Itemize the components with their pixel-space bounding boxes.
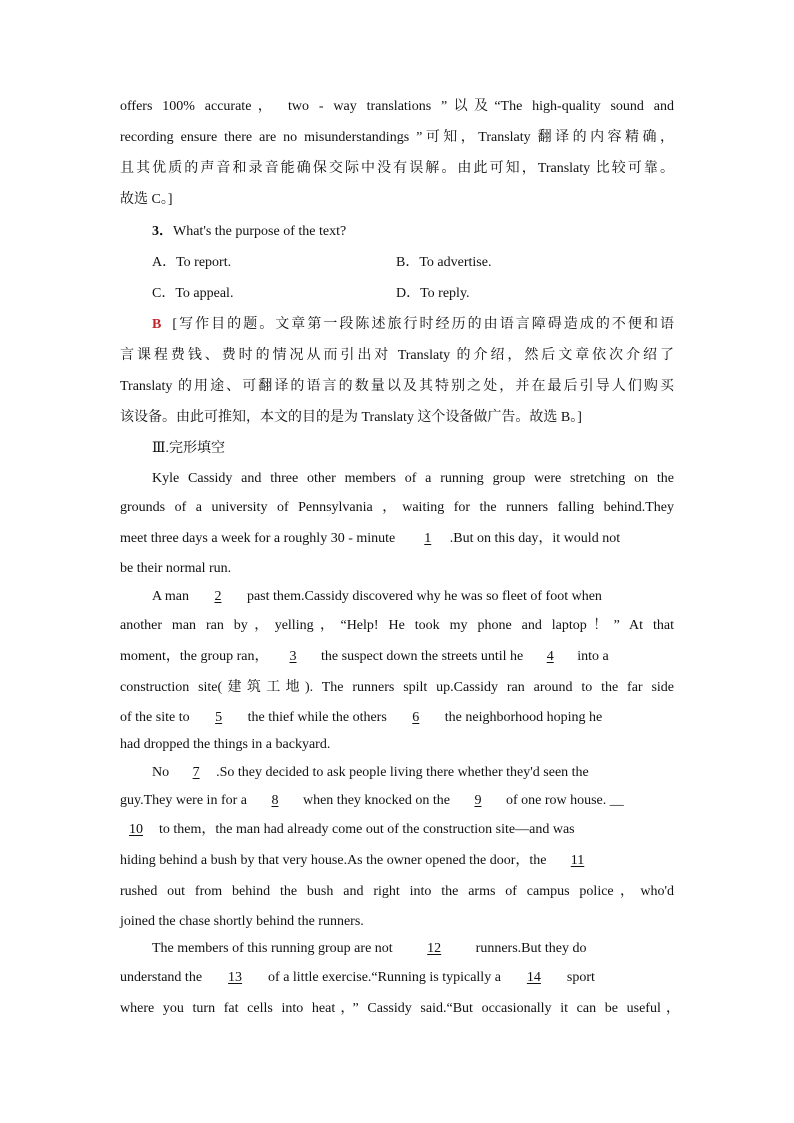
passage-line: where you turn fat cells into heat，” Cassidy said.“But occasionally it can be useful， (120, 1001, 680, 1016)
blank-2: 2 (214, 589, 222, 604)
passage-line (152, 764, 589, 782)
question-number: 3． (152, 224, 173, 239)
blank-13: 13 (228, 970, 243, 985)
prev-explanation-line: offers 100% accurate， two - way translations ”以及“The high-quality sound and (120, 99, 674, 114)
passage-text: The members of this running group are not (152, 941, 393, 956)
prev-explanation-line: 且其优质的声音和录音能确保交际中没有误解。由此可知，Translaty 比较可靠。 (120, 161, 674, 176)
passage-text: understand the (120, 970, 203, 985)
option-b: B．To advertise. (396, 255, 492, 270)
answer-explanation-line: 该设备。由此可推知，本文的目的是为 Translaty 这个设备做广告。故选 B。] (120, 410, 582, 425)
passage-line: had dropped the things in a backyard. (120, 737, 331, 752)
passage-line (120, 792, 624, 810)
prev-explanation-line: recording ensure there are no misunderstandings ”可知，Translaty 翻译的内容精确， (120, 130, 674, 145)
passage-text: .But on this day，it would not (449, 531, 621, 546)
passage-text: runners.But they do (475, 941, 587, 956)
passage-text: into a (577, 649, 609, 664)
passage-line: another man ran by，yelling，“Help! He took my phone and laptop！” At that (120, 618, 674, 633)
passage-line (120, 969, 595, 987)
passage-text: of one row house. __ (505, 793, 624, 808)
blank-3: 3 (289, 649, 297, 664)
section-title: Ⅲ.完形填空 (152, 441, 226, 456)
answer-letter: B (152, 317, 162, 332)
passage-line (120, 648, 674, 666)
passage-line: rushed out from behind the bush and right into the arms of campus police，who'd (120, 884, 674, 899)
passage-text: the suspect down the streets until he (321, 649, 524, 664)
passage-line (120, 709, 602, 727)
passage-text: past them.Cassidy discovered why he was so fleet of foot when (246, 589, 602, 604)
passage-text: sport (566, 970, 595, 985)
answer-explanation-line: 言课程费钱、费时的情况从而引出对 Translaty 的介绍，然后文章依次介绍了 (120, 348, 674, 363)
passage-line (152, 588, 602, 606)
passage-text: .So they decided to ask people living there whether they'd seen the (216, 765, 589, 780)
answer-explanation-line: Translaty 的用途、可翻译的语言的数量以及其特别之处，并在最后引导人们购买 (120, 379, 674, 394)
option-c: C．To appeal. (152, 286, 234, 301)
blank-8: 8 (271, 793, 279, 808)
option-a: A．To report. (152, 255, 232, 270)
blank-11: 11 (570, 853, 585, 868)
passage-text: guy.They were in for a (120, 793, 247, 808)
passage-text: of a little exercise.“Running is typically a (268, 970, 501, 985)
blank-7: 7 (192, 765, 200, 780)
passage-text: moment，the group ran， (120, 649, 269, 664)
blank-14: 14 (526, 970, 541, 985)
question-text: What's the purpose of the text? (173, 224, 347, 239)
passage-text: of the site to (120, 710, 190, 725)
passage-text: to them，the man had already come out of the construction site—and was (159, 822, 575, 837)
passage-line: be their normal run. (120, 561, 232, 576)
blank-4: 4 (546, 649, 554, 664)
passage-text: No (152, 765, 170, 780)
blank-6: 6 (412, 710, 420, 725)
prev-explanation-line: 故选 C。] (120, 192, 173, 207)
passage-line: construction site(建筑工地). The runners spilt up.Cassidy ran around to the far side (120, 680, 674, 695)
blank-10: 10 (129, 822, 143, 837)
answer-explanation-line (152, 316, 674, 334)
passage-line (120, 852, 602, 870)
passage-text: A man (152, 589, 189, 604)
blank-9: 9 (474, 793, 482, 808)
passage-text: hiding behind a bush by that very house.As the owner opened the door，the (120, 853, 547, 868)
blank-1: 1 (424, 531, 432, 546)
passage-line (120, 821, 575, 839)
passage-text: meet three days a week for a roughly 30 - minute (120, 531, 396, 546)
passage-text: when they knocked on the (302, 793, 450, 808)
passage-text: the neighborhood hoping he (444, 710, 603, 725)
explanation-text: [写作目的题。文章第一段陈述旅行时经历的由语言障碍造成的不便和语 (172, 317, 674, 332)
passage-line: Kyle Cassidy and three other members of a running group were stretching on the (152, 471, 674, 486)
blank-5: 5 (215, 710, 223, 725)
blank-12: 12 (427, 941, 442, 956)
option-d: D．To reply. (396, 286, 470, 301)
passage-text: the thief while the others (247, 710, 387, 725)
passage-line (120, 530, 620, 548)
passage-line (152, 940, 674, 958)
passage-line: joined the chase shortly behind the runners. (120, 914, 364, 929)
question-3 (152, 223, 346, 241)
passage-line: grounds of a university of Pennsylvania ，waiting for the runners falling behind.They (120, 500, 674, 515)
